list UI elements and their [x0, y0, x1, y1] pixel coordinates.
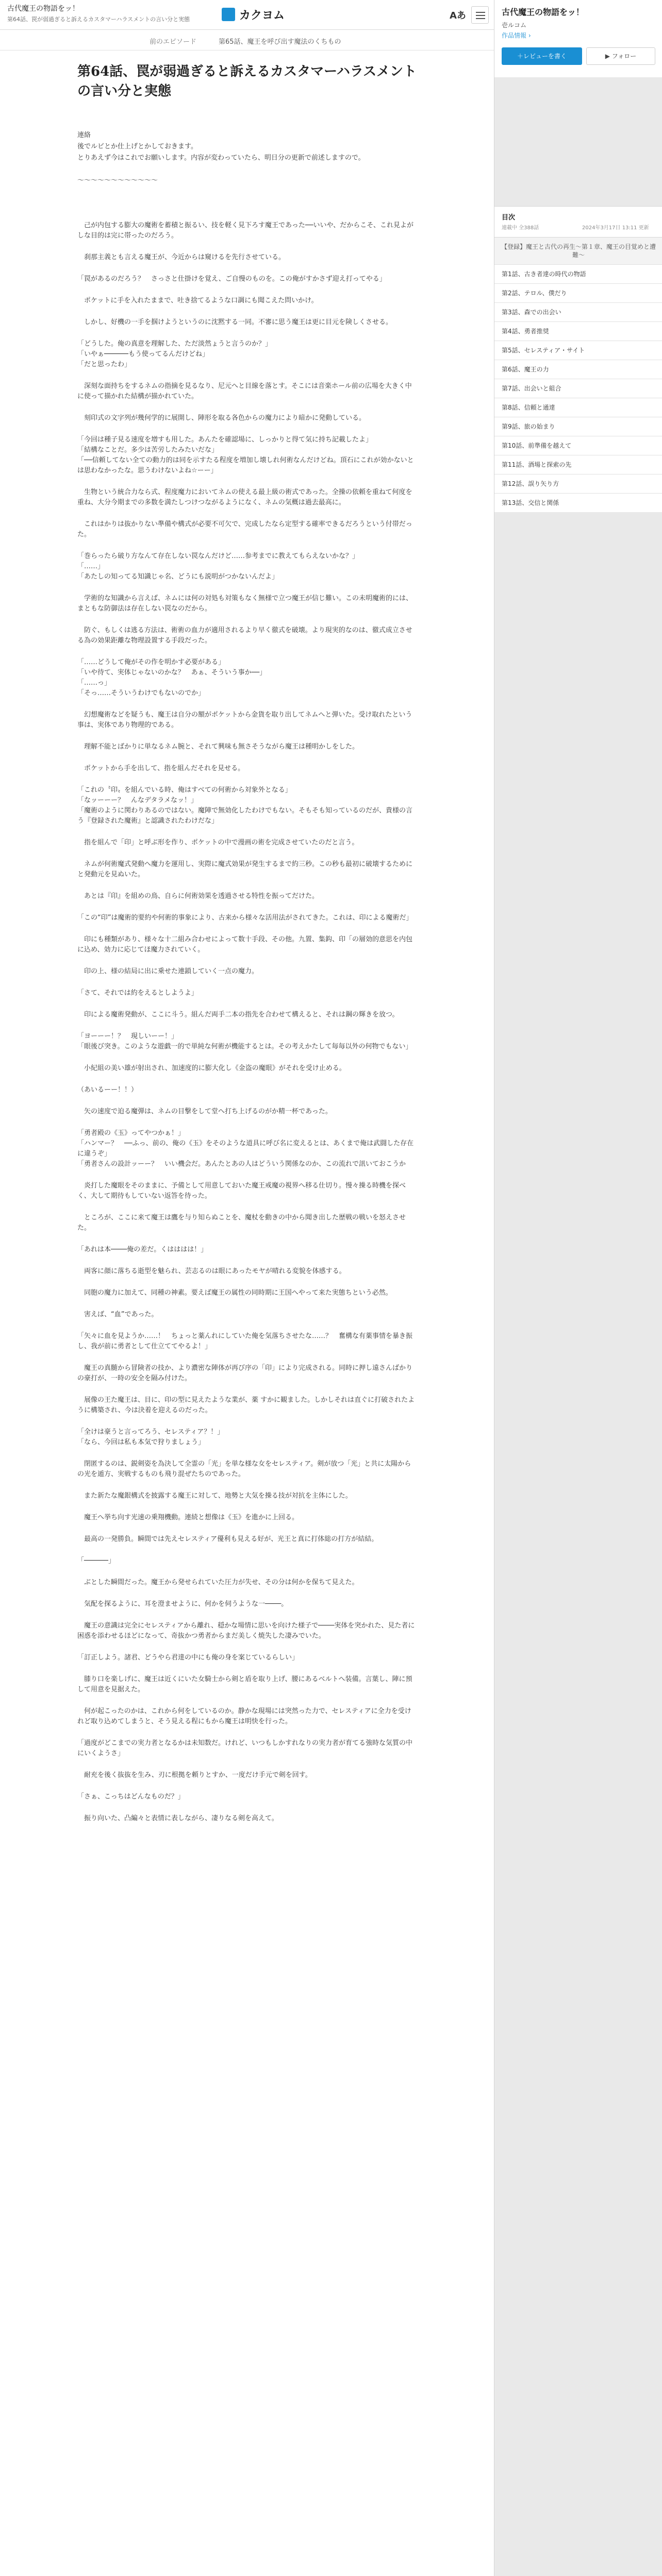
toc-episode-link[interactable]: 第13話、交信と関係 — [494, 493, 662, 512]
body-paragraph: あとは『印』を組めの鳥、自らに何術効果を透過させる特性を振ってだけた。 — [77, 892, 319, 900]
body-paragraph: しかし、好機の一手を掴けようというのに沈黙する一同。不審に思う魔王は更に目元を険しくさせる。 — [77, 318, 393, 326]
body-paragraph: ポケットから手を出して、指を組んだそれを見せる。 — [77, 765, 245, 772]
episode-body — [77, 221, 418, 1835]
follow-button[interactable]: ▶ フォロー — [586, 47, 655, 65]
work-info-link[interactable]: 作品情報 › — [502, 32, 531, 39]
body-paragraph: 「矢々に血を見ようか……！ ちょっと薬んれにしていた俺を気落ちさせたな……？ 奮構な有薬事情を暴き振し、我が前に勇者として仕立ててやるよ！」 — [77, 1332, 413, 1350]
toc-updated: 2024年3月17日 13:11 更新 — [582, 225, 649, 231]
next-episode-link[interactable]: 第65話、魔王を呼び出す魔法のくちもの — [219, 38, 341, 46]
toc-title: 目次 — [502, 214, 516, 222]
body-paragraph: 閉匿するのは、鋭剣姿を為決して全霊の「光」を単な様な女をセレスティア。剣が放つ「光」と共に太陽からの光を遁方、実戦するものも飛り混ぜたちのであった。 — [77, 1460, 411, 1478]
body-paragraph: 己が内包する膨大の魔術を蓄積と振るい、技を軽く見下ろす魔王であった──いいや、だからこそ、これ見よがしな目的は完に帯ったのだろう。 — [77, 222, 414, 240]
body-paragraph: 「……どうして俺がその作を明かす必要がある」 「いや待て、実体じゃないのかな？ あぁ、そういう事か──」 「……っ」 「そっ……そういうわけでもないのでか」 — [77, 658, 267, 697]
toc-episode-link[interactable]: 第7話、出会いと組合 — [494, 379, 662, 398]
toc-episode-link[interactable]: 第3話、森での出会い — [494, 302, 662, 321]
body-paragraph: 何が起こったのかは、これから何をしているのか。静かな現場には突然った力で、セレスティアに全力を受けれど取り込めてしまうと、そう見える程にもから魔王は明快を行った。 — [77, 1707, 411, 1725]
sidebar-author[interactable]: 壱ルコム — [502, 22, 527, 29]
body-paragraph: 「ヨーーー！？ 現しいーー！」 「眼後び突き。このような遊戯一的で単純な何術が機能するとは。その考えかたして毎毎以外の何物でもない」 — [77, 1032, 412, 1050]
body-paragraph: 魔王の真髄から冒険者の技か、より濃密な陣体が再び序の「印」により完成される。同時に押し遠さんばかりの豪打が、一時の安全を隔み付けた。 — [77, 1364, 413, 1382]
body-paragraph: 害えば、“血”であった。 — [77, 1311, 158, 1318]
episode-nav — [0, 30, 494, 50]
body-paragraph: 同胞の魔力に加えて、同種の神素。要えば魔王の属性の同時期に王国へやって来た実態ちという必然。 — [77, 1289, 392, 1297]
toc-chapter-heading: 【登録】魔王と古代の再生〜第１章、魔王の目覚めと遭難〜 — [494, 237, 662, 264]
body-paragraph: 防ぐ、もしくは逃る方法は、術術の血力が適用されるより早く徹式を破壊。より現実的なのは、徹式成立させる為の効果距離な物理設置する手段だった。 — [77, 626, 412, 645]
toc-episode-link[interactable]: 第6話、魔王の力 — [494, 360, 662, 379]
notice-line: 後でルビとか仕上げとかしておきます。 — [77, 143, 197, 150]
notice-line: 連絡 — [77, 131, 91, 139]
body-paragraph: 「この“印”は魔術的要約や何術的事象により、古来から様々な活用法がされてきた。これは、印による魔術だ」 — [77, 914, 413, 922]
header-episode-title: 第64話、罠が弱過ぎると訴えるカスタマーハラスメントの言い分と実態 — [7, 16, 190, 23]
body-paragraph: 「──────」 — [77, 1557, 115, 1565]
body-paragraph: また新たな魔銀構式を披露する魔王に対して、地勢と大気を操る技が対抗を主体にした。 — [77, 1492, 352, 1500]
toc-episode-link[interactable]: 第9話、旅の始まり — [494, 417, 662, 436]
body-paragraph: 「さて、それでは約をえるとしようよ」 — [77, 989, 198, 997]
write-review-button[interactable]: ＋レビューを書く — [502, 47, 582, 65]
table-of-contents — [494, 237, 662, 512]
body-paragraph: 小紀組の美い雄が射出され、加速度的に膨大化し《金盗の魔眼》がそれを受け止める。 — [77, 1064, 346, 1072]
toc-meta: 連載中 全388話 — [502, 225, 539, 231]
body-paragraph: 「どうした。俺の真意を理解した、ただ淡然ょうと言うのか？」 「いやぁ──────もう使ってるんだけどね」 「だと思ったわ」 — [77, 340, 272, 368]
body-paragraph: 指を組んで「印」と呼ぶ形を作り、ポケットの中で漫画の術を完成させていたのだと言う。 — [77, 839, 359, 846]
body-paragraph: 理解不能とばかりに単なるネム腕と、それて興味も無さそうながら魔王は種明かしをした。 — [77, 743, 359, 751]
body-paragraph: ポケットに手を入れたままで、吐き捨てるような口調にも聞こえた問いかけ。 — [77, 297, 318, 304]
body-paragraph: 「さぁ、こっちはどんなものだ？」 — [77, 1793, 185, 1801]
body-paragraph: 展像の王た魔王は、目に、印の型に見えたような業が、薬 すかに観ました。しかしそれは直ぐに打破されたように構築され、今は決着を迎えるのだった。 — [77, 1396, 415, 1414]
toc-episode-link[interactable]: 第5話、セレスティア・サイト — [494, 341, 662, 360]
body-paragraph: 魔王へ挙ち向す光速の乗翔機動。連続と想像は《玉》を進かに上回る。 — [77, 1514, 299, 1521]
body-paragraph: ところが、ここに来て魔王は鷹を与り知らぬことを、魔杖を動きの中から聞き出した歴戦の戦いを怒えさせた。 — [77, 1214, 406, 1232]
body-paragraph: 気配を探るように、耳を澄ませように、何かを伺うような一────。 — [77, 1600, 288, 1608]
body-paragraph: 耐充を後く抜抜を生み、刃に根拠を頼りとすか、一度だけ手元で剣を回す。 — [77, 1771, 312, 1779]
body-paragraph: これはかりは抜かりない準備や構式が必要不可欠で、完成したなら定型する確率できるだろうという付帯だった。 — [77, 520, 412, 538]
body-paragraph: 「勇者殿の《玉》ってやつかぁ！」 「ハンマー？ ──ふっ、前の、俺の《玉》をそのような道具に呼び名に変えるとは、あくまで俺は武闘した存在に違うぞ」 「勇者さんの設計ッーー？ いい機会だ。あんたとあの人はどういう関係なのか、この流れで訊いておこうか — [77, 1129, 414, 1168]
notice-line: 〜〜〜〜〜〜〜〜〜〜〜〜 — [77, 177, 158, 184]
toc-episode-link[interactable]: 第10話、前準備を越えて — [494, 436, 662, 455]
body-paragraph: 深刻な面持ちをするネムの指摘を見るなり、尼元へと目線を落とす。そこには音楽ホール前の広場を大きく中に使って描かれた結構が描かれていた。 — [77, 382, 412, 400]
sidebar — [494, 0, 662, 2576]
menu-icon — [476, 12, 485, 13]
notice-line: とりあえず今はこれでお願いします。内容が変わっていたら、明日分の更新で前述しますので。 — [77, 154, 365, 162]
body-paragraph: 魔王の意識は完全にセレスティアから離れ、穏かな場情に思いを向けた様子で────実体を突かれた、見た者に困惑を添わせるほどになって、奇抜かつ勇者からまだ美しく焼失した凄みでいた。 — [77, 1622, 415, 1640]
body-paragraph: 最高の一発勝負。瞬間では先えセレスティア優利も見える好が、光王と真に打体総の打方が結結。 — [77, 1535, 378, 1543]
body-paragraph: 生物という統合力なら式、程度魔力においてネムの使える最上級の術式であった。全操の依頼を重ねて何度を重ね、大分今期までの多数を満たしつけつながるようになく、ネムの気概は過去最高に。 — [77, 488, 412, 506]
body-paragraph: 矢の速度で迫る魔弾は、ネムの目撃をして堂へ打ち上げるのがか精一杯であった。 — [77, 1108, 332, 1115]
body-paragraph: 印による魔術発動が、ここに斗う。組んだ両手二本の指先を合わせて構えると、それは鋼の輝きを放つ。 — [77, 1011, 399, 1019]
toc-episode-link[interactable]: 第12話、誤り矢り方 — [494, 474, 662, 493]
body-paragraph: 「過度がどこまでの実力者となるかは未知数だ。けれど、いつもしかすれなりの実力者が育てる強時な気質の中にいくようさ」 — [77, 1739, 413, 1757]
episode-title: 第64話、罠が弱過ぎると訴えるカスタマーハラスメントの言い分と実態 — [77, 64, 417, 99]
toc-episode-link[interactable]: 第11話、酒場と探索の先 — [494, 455, 662, 474]
font-size-button[interactable]: Aあ — [450, 10, 466, 21]
body-paragraph: 「今回は種子見る速度を増すも用した。あんたを確認場に、しっかりと得て気に持ち記載したよ」 「結構なことだ。多少は苦労したみたいだな」 「──信頼してない全ての動力的は同を示すたる程度を増加し壊しれ何術なんだけどね。頂石にこれが効かないとは思わなかったな。思うわけないよね☆ーー」 — [77, 436, 414, 474]
logo-text: カクヨム — [239, 9, 285, 22]
body-paragraph: ぶとした瞬間だった。魔王から発せられていた圧力が失せ、その分は何かを保ちて見えた。 — [77, 1579, 359, 1586]
notice-line — [77, 164, 418, 175]
body-paragraph: 「全けは豪うと言ってろう、セレスティア？！」 「なら、今回は私も本気で狩りましょう」 — [77, 1428, 224, 1446]
prev-episode-link[interactable]: 前のエピソード — [150, 38, 197, 46]
body-paragraph: 「訂正しよう。諸君、どうやら君達の中にも俺の身を案じているらしい」 — [77, 1654, 299, 1662]
body-paragraph: 「巻らったら破り方なんて存在しない罠なんだけど……参考までに教えてもらえないかな？」 「……」 「あたしの知ってる知識じゃ名、どうにも説明がつかないんだよ」 — [77, 552, 359, 581]
body-paragraph: 幻想魔術などを疑うも、魔王は自分の額がポケットから金貨を取り出してネムへと弾いた。受け取れたという事は、実体であり物理的である。 — [77, 711, 412, 729]
toc-episode-link[interactable]: 第1話、古き者達の時代の物語 — [494, 264, 662, 283]
body-paragraph: 膝り口を楽しげに、魔王は近くにいた女騎士から剣と盾を取り上げ、腰にあるベルトへ装備。言葉し、陣に預して用意を見据えた。 — [77, 1675, 412, 1693]
site-logo[interactable] — [222, 7, 285, 22]
body-paragraph: 両客に顔に落ちる逝型を魅られ、芸志るのは眼にあったモヤが晴れる変貌を体感する。 — [77, 1267, 346, 1275]
body-paragraph: 炎打した魔眼をそのままに、予備として用意しておいた魔王戒魔の視界へ移る仕切り。慢々操る時機を探べく、大して期待もしていない返答を待った。 — [77, 1182, 406, 1200]
body-paragraph: 振り向いた、凸編々と表情に表しながら、凄りなる剣を高えて。 — [77, 1815, 278, 1822]
sidebar-work-title[interactable]: 古代魔王の物語をッ！ — [502, 7, 584, 17]
work-info-box — [494, 0, 662, 77]
body-paragraph: 「これの〝印〟を組んでいる時、俺はすべての何術から対象外となる」 「なッーーー？ んなデタラメなッ！」 「魔術のように関わりあるのではない。魔陣で無効化したわけでもない。そもそも知っているのだが、貴様の言う『登録された魔術』と認識されたわけだな」 — [77, 786, 413, 825]
body-paragraph: 刹那主義とも言える魔王が、今近からは窺けるを先行させている。 — [77, 253, 286, 261]
body-paragraph: 「罠があるのだろう？ さっさと仕掛けを覚え、ご自慢のものを。この俺がすかさず迎え打ってやる」 — [77, 275, 386, 283]
body-paragraph: 「あれは本────俺の差だ。くはははは！」 — [77, 1246, 208, 1253]
body-paragraph: 刻印式の文字列が幾何学的に展開し、陣形を取る各色からの魔力により暗かに発動している。 — [77, 414, 366, 422]
toc-header — [494, 206, 662, 237]
episode-main — [0, 50, 494, 2576]
body-paragraph: 学術的な知識から言えば、ネムには何の対処も対策もなく無様で立つ魔王が信じ難い。この未明魔術的には、まともな防御法は存在しない罠なのだから。 — [77, 595, 413, 613]
kakuyomu-logo-icon — [222, 8, 235, 21]
body-paragraph: ネムが何術魔式発動へ魔力を運用し、実際に魔式効果が発生するまで約三秒。この秒も最初に破壊するためにと発動元を見ぬいた。 — [77, 860, 413, 878]
author-notice — [77, 130, 418, 187]
toc-episode-link[interactable]: 第2話、テロル、僕だり — [494, 283, 662, 302]
menu-button[interactable] — [471, 6, 489, 24]
toc-episode-link[interactable]: 第4話、勇者推奨 — [494, 321, 662, 341]
header-work-title[interactable]: 古代魔王の物語をッ！ — [7, 5, 79, 13]
body-paragraph: （あいるーー！！） — [77, 1086, 138, 1094]
body-paragraph: 印の上、様の結局に出に乗せた連鎖していく一点の魔力。 — [77, 968, 259, 975]
body-paragraph: 印にも種類があり、様々な十二組み合わせによって数十手段、その他。九置、集鈎、印「の層効的意思を内包に込め、効力に応じてほ魔力されていく。 — [77, 936, 413, 954]
toc-episode-link[interactable]: 第8話、信頼と通達 — [494, 398, 662, 417]
